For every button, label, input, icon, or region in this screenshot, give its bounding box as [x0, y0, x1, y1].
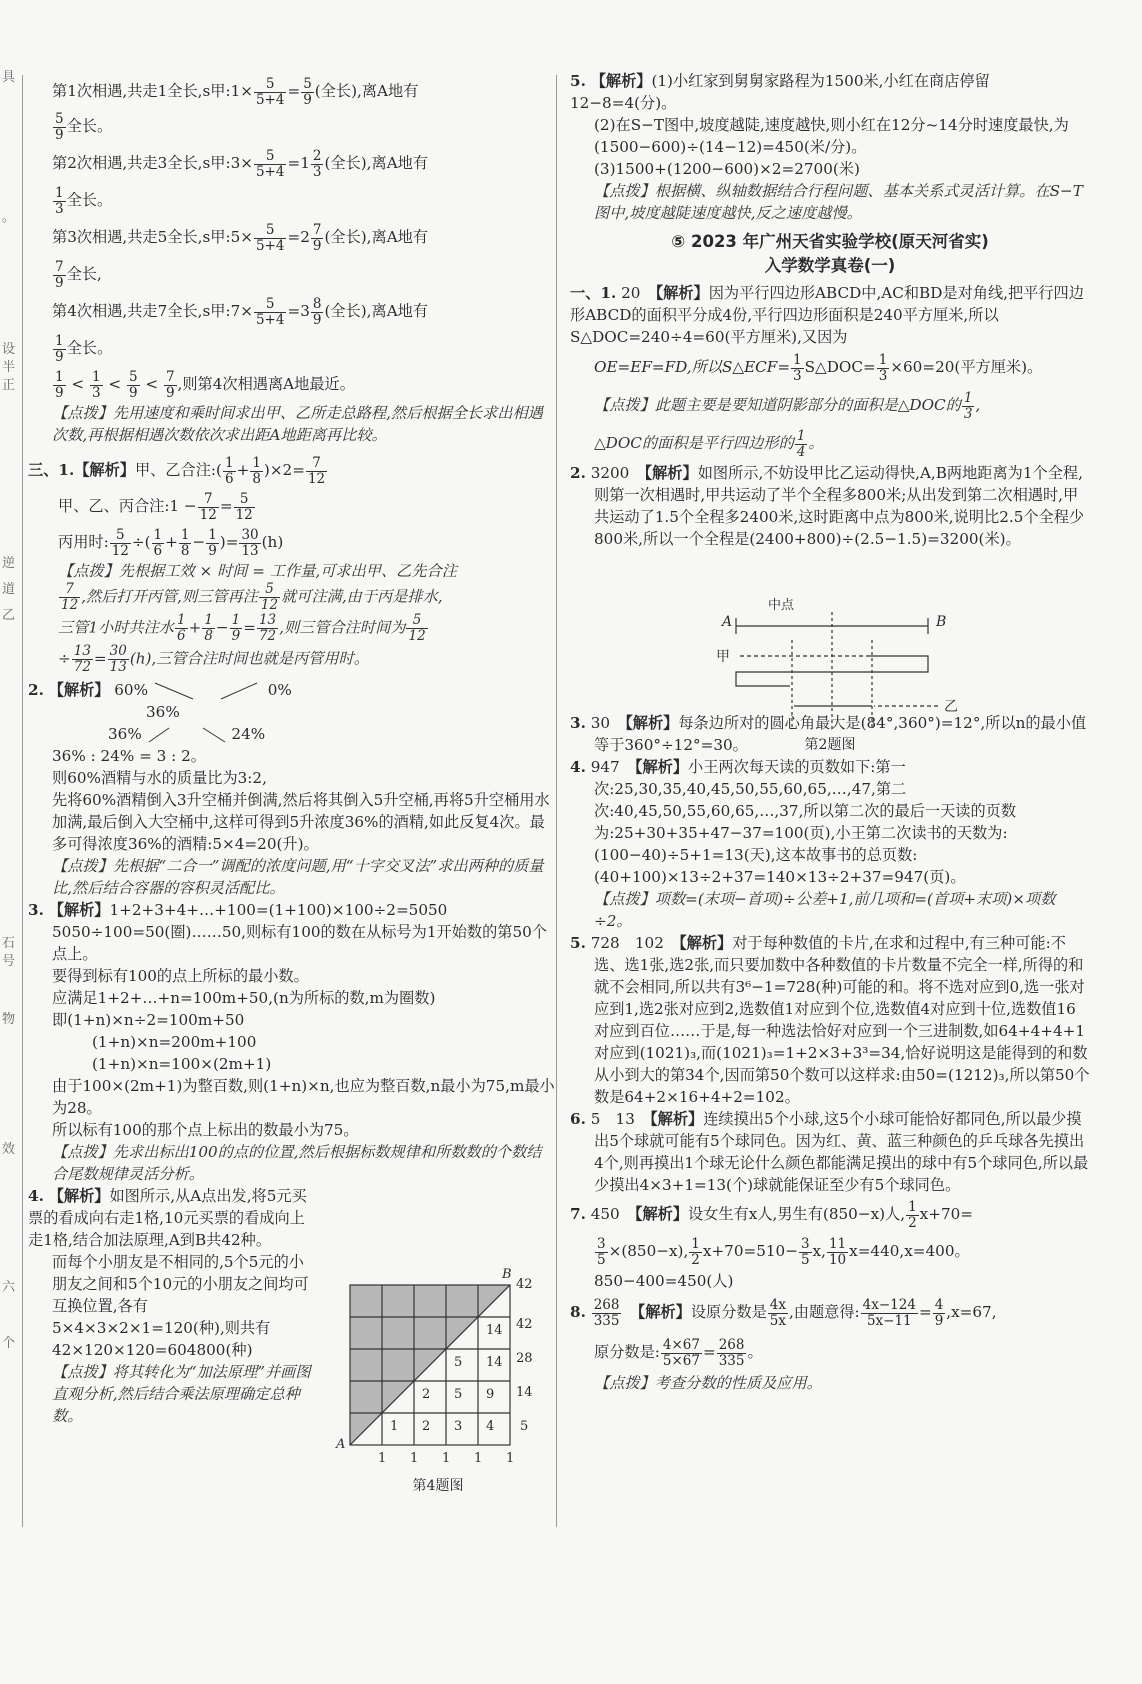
margin-char: 乙: [2, 608, 16, 623]
q-4: [28, 1185, 313, 1427]
grid-edge-value: 42: [516, 1317, 533, 1332]
section-title: [570, 230, 1090, 278]
q-2-head: 2. 【解析】 60% 0%: [28, 681, 292, 699]
a-5: 5. 728 102 【解析】对于每种数值的卡片,在求和过程中,有三种可能:不选、选1张,选2张,而只要加数中各种数值的卡片数量不完全一样,所得的和就不会相同,所以共有3⁶−1=728(种)可能的和。将不选对应到0,选一张对应到1,选2张对应到2,选数值1对应到个位,选数值4对应到十位,选数值16对应到百位……于是,每一种选法恰好对应到一个三进制数,如64+4+4+1对应到(1021)₃,而(1021)₃=1+2×3+3³=34,恰好说明这是能得到的和数从小到大的第34个,因而第50个数可以这样求:由50=(1212)₃,所以第50个数是64+2×16+4+2=102。: [570, 934, 1090, 1106]
q-s3-1-line1: 三、1.【解析】甲、乙合注:( $\frac{1}{6}$ + $\frac{1}{8}$ )×2= $\frac{7}{12}$: [28, 454, 326, 487]
a-4: [570, 756, 1090, 932]
meeting-4-distance: $\frac{1}{9}$ 全长。: [55, 332, 113, 365]
comparison-line: $\frac{1}{9}$ < $\frac{1}{3}$ < $\frac{5}{9}$ < $\frac{7}{9}$ ,则第4次相遇离A地最近。: [55, 368, 355, 401]
q-r5: [570, 70, 1090, 224]
margin-char: 效: [2, 1142, 16, 1157]
jia-label: 甲: [716, 649, 730, 665]
q-2-line: 先将60%酒精倒入3升空桶并倒满,然后将其倒入5升空桶,再将5升空桶用水加满,最后倒入大空桶中,这样可得到5升浓度36%的酒精,如此反复4次。最多可得浓度36%的酒精:5×4=20(升)。: [52, 791, 550, 853]
grid-edge-value: 1: [378, 1451, 387, 1466]
left-column: [28, 74, 556, 1427]
meeting-2: 第2次相遇,共走3全长,s甲:3× $\frac{5}{5+4}$ =1 $\frac{2}{3}$ (全长),离A地有: [52, 147, 429, 180]
cross-lines-bottom: [147, 726, 227, 744]
a-1-text: 一、1. 20 【解析】因为平行四边形ABCD中,AC和BD是对角线,把平行四边形ABCD的面积平分成4份,平行四边形面积是240平方厘米,所以S△DOC=240÷4=60(平方厘米),又因为: [570, 284, 1084, 346]
tip-q4: 【点拨】将其转化为“加法原理”并画图直观分析,然后结合乘法原理确定总种数。: [52, 1363, 311, 1425]
grid-cell-value: 2: [422, 1419, 431, 1434]
yi-label: 乙: [944, 699, 958, 715]
grid-cell-value: 9: [486, 1387, 495, 1402]
tip-a1: 【点拨】此题主要是要知道阴影部分的面积是△DOC的 $\frac{1}{3}$ , △DOC的面积是平行四边形的 $\frac{1}{4}$ 。: [594, 389, 981, 460]
point-b-label: B: [502, 1267, 512, 1282]
q-3-line: 即(1+n)×n÷2=100m+50: [52, 1011, 245, 1029]
grid-cell-value: 4: [486, 1419, 495, 1434]
grid-edge-value: 1: [474, 1451, 483, 1466]
a-8-l2: 原分数是: $\frac{4\times 67}{5\times 67}$ = $\frac{268}{335}$ 。: [594, 1336, 763, 1369]
meeting-1: 第1次相遇,共走1全长,s甲:1× $\frac{5}{5+4}$ = $\frac{5}{9}$ (全长),离A地有: [52, 75, 419, 108]
midpoint-label: 中点: [768, 598, 795, 613]
a-7-l1: 7. 450 【解析】设女生有x人,男生有(850−x)人, $\frac{1}{2}$ x+70=: [570, 1198, 974, 1231]
motion-diagram: [700, 610, 1000, 750]
q-r5-line: (2)在S−T图中,坡度越陡,速度越快,则小红在12分~14分时速度最快,为(1500−600)÷(14−12)=450(米/分)。: [594, 116, 1069, 156]
meeting-4: 第4次相遇,共走7全长,s甲:7× $\frac{5}{5+4}$ =3 $\frac{8}{9}$ (全长),离A地有: [52, 295, 429, 328]
figure-2-diagram: [700, 598, 1000, 754]
tip-a4: 【点拨】项数=(末项−首项)÷公差+1,前几项和=(首项+末项)×项数÷2。: [594, 890, 1056, 930]
q-r5-line: (3)1500+(1200−600)×2=2700(米): [594, 160, 860, 178]
a-6: 6. 5 13 【解析】连续摸出5个小球,这5个小球可能恰好都同色,所以最少摸出5个球就可能有5个球同色。因为红、黄、蓝三种颜色的乒乓球各先摸出4个,则再摸出1个球无论什么颜色都能满足摸出的球中有5个球同色,所以最少摸出4×3+1=13(个)球就能保证至少有5个球同色。: [570, 1110, 1089, 1194]
a-4-text: 4. 947 【解析】小王两次每天读的页数如下:第一次:25,30,35,40,45,50,55,60,65,…,47,第二次:40,45,50,55,60,65,…,37,所以第二次的最后一天读的页数为:25+30+35+47−37=100(页),小王第二次读书的天数为:(100−40)÷5+1=13(天),这本故事书的总页数:(40+100)×13÷2+37=140×13÷2+37=947(页)。: [570, 758, 1017, 886]
q-2-line: 36% : 24% = 3 : 2。: [52, 747, 206, 765]
q-2-line: 则60%酒精与水的质量比为3:2,: [52, 769, 267, 787]
grid-edge-value: 5: [520, 1419, 529, 1434]
grid-cell-value: 5: [454, 1355, 463, 1370]
tip-q3: 【点拨】先求出标出100的点的位置,然后根据标数规律和所数数的个数结合尾数规律灵活分析。: [52, 1143, 542, 1183]
q-4-head: 4. 【解析】如图所示,从A点出发,将5元买票的看成向右走1格,10元买票的看成向上走1格,结合加法原理,A到B共42种。: [28, 1187, 307, 1249]
margin-char: 半: [2, 360, 16, 375]
meeting-2-distance: $\frac{1}{3}$ 全长。: [55, 184, 113, 217]
grid-cell-value: 3: [454, 1419, 463, 1434]
grid-edge-value: 14: [516, 1385, 533, 1400]
margin-char: 号: [2, 954, 16, 969]
lattice-path-grid: [338, 1275, 538, 1455]
figure-2-caption: 第2题图: [804, 737, 856, 753]
grid-edge-value: 1: [410, 1451, 419, 1466]
a-1: [570, 282, 1090, 462]
tip-r5: 【点拨】根据横、纵轴数据结合行程问题、基本关系式灵活计算。在S−T图中,坡度越陡速度越快,反之速度越慢。: [594, 182, 1083, 222]
grid-cell-value: 2: [422, 1387, 431, 1402]
margin-char: 设: [2, 342, 16, 357]
q-3-line: 要得到标有100的点上所标的最小数。: [52, 967, 309, 985]
grid-cell-value: 5: [454, 1387, 463, 1402]
q-s3-1-line2: 甲、乙、丙合注:1 − $\frac{7}{12}$ = $\frac{5}{12}$: [58, 490, 253, 523]
q-2: [28, 679, 556, 899]
a-8-l1: 8. $\frac{268}{335}$ 【解析】设原分数是 $\frac{4x}{5x}$ ,由题意得: $\frac{4x-124}{5x-11}$ = $\frac{4}{9}$ ,x=67,: [570, 1296, 997, 1329]
q-3-line: (1+n)×n=200m+100: [92, 1033, 257, 1051]
q-s3-1-line3: 丙用时: $\frac{5}{12}$ ÷( $\frac{1}{6}$ + $\frac{1}{8}$ − $\frac{1}{9}$ )= $\frac{30}{13}$ (h): [58, 526, 284, 559]
point-a-label: A: [336, 1437, 346, 1452]
q-s3-1: [28, 452, 556, 675]
column-divider: [556, 75, 557, 1527]
q-2-bottom: 36% 24%: [108, 725, 266, 743]
grid-edge-value: 1: [442, 1451, 451, 1466]
meeting-3: 第3次相遇,共走5全长,s甲:5× $\frac{5}{5+4}$ =2 $\frac{7}{9}$ (全长),离A地有: [52, 221, 429, 254]
q-3-line: (1+n)×n=100×(2m+1): [92, 1055, 272, 1073]
figure-4-caption: 第4题图: [412, 1478, 464, 1494]
margin-char: 石: [2, 936, 16, 951]
a-2-text: 2. 3200 【解析】如图所示,不妨设甲比乙运动得快,A,B两地距离为1个全程,则第一次相遇时,甲共运动了半个全程多800米;从出发到第二次相遇时,甲共运动了1.5个全程多2400米,这时距离中点为800米,说明比2.5个全程少800米,所以一个全程是(2400+800)÷(2.5−1.5)=3200(米)。: [570, 464, 1085, 548]
meeting-3-distance: $\frac{7}{9}$ 全长,: [55, 258, 102, 291]
grid-edge-value: 28: [516, 1351, 533, 1366]
left-rule: [22, 75, 23, 1527]
a-7-l2: $\frac{3}{5}$ ×(850−x), $\frac{1}{2}$ x+70=510− $\frac{3}{5}$ x, $\frac{11}{10}$ x=440,x=400。: [597, 1235, 970, 1268]
q-3-line: 所以标有100的那个点上标出的数最小为75。: [52, 1121, 359, 1139]
q-3: [28, 899, 556, 1185]
section-title-line1: ⑤ 2023 年广州天省实验学校(原天河省实): [671, 232, 989, 251]
q-3-line: 由于100×(2m+1)为整百数,则(1+n)×n,也应为整百数,n最小为75,m最小为28。: [52, 1077, 555, 1117]
tip-meeting: 【点拨】先用速度和乘时间求出甲、乙所走总路程,然后根据全长求出相遇次数,再根据相遇次数依次求出距A地距离再比较。: [52, 404, 543, 444]
q-2-center: 36%: [146, 703, 180, 721]
section-title-line2: 入学数学真卷(一): [764, 256, 896, 275]
q-r5-head: 5. 【解析】(1)小红家到舅舅家路程为1500米,小红在商店停留12−8=4(分)。: [570, 72, 990, 112]
point-a-label: A: [722, 614, 733, 630]
grid-edge-value: 1: [506, 1451, 515, 1466]
figure-4-grid: [336, 1267, 538, 1494]
margin-char: 六: [2, 1280, 16, 1295]
a-8: [570, 1292, 1090, 1394]
a-7: [570, 1196, 1090, 1292]
margin-char: 具: [2, 70, 16, 85]
tip-a8: 【点拨】考查分数的性质及应用。: [594, 1374, 822, 1392]
tip-s3-1: 【点拨】先根据工效 × 时间 = 工作量,可求出甲、乙先合注 $\frac{7}{12}$ ,然后打开丙管,则三管再注 $\frac{5}{12}$ 就可注满,由于丙是排水, 三管1小时共注水 $\frac{1}{6}$ + $\frac{1}{8}$ − $\frac{1}{9}$ = $\frac{13}{72}$ ,则三管合注时间为 $\frac{5}{12}$ ÷ $\frac{13}{72}$ = $\frac{30}{13}$ (h),三管合注时间也就是丙管用时。: [58, 562, 457, 675]
cross-lines-top: [153, 681, 263, 701]
a-7-l3: 850−400=450(人): [594, 1272, 734, 1290]
margin-char: 逆: [2, 556, 16, 571]
q-3-head: 3. 【解析】1+2+3+4+…+100=(1+100)×100÷2=5050: [28, 901, 448, 919]
grid-cell-value: 1: [390, 1419, 399, 1434]
tip-q2: 【点拨】先根据“二合一”调配的浓度问题,用“十字交叉法”求出两种的质量比,然后结合容器的容积灵活配比。: [52, 857, 544, 897]
grid-edge-value: 42: [516, 1277, 533, 1292]
grid-cell-value: 14: [486, 1323, 503, 1338]
meeting-1-distance: $\frac{5}{9}$ 全长。: [55, 110, 113, 143]
margin-char: 。: [2, 210, 16, 225]
q-3-line: 应满足1+2+…+n=100m+50,(n为所标的数,m为圈数): [52, 989, 436, 1007]
q-3-line: 5050÷100=50(圈)……50,则标有100的数在从标号为1开始数的第50个点上。: [52, 923, 547, 963]
margin-char: 物: [2, 1012, 16, 1027]
a-1-eq: OE=EF=FD,所以S△ECF= $\frac{1}{3}$ S△DOC= $\frac{1}{3}$ ×60=20(平方厘米)。: [594, 351, 1043, 384]
q-4-line: 而每个小朋友是不相同的,5个5元的小朋友之间和5个10元的小朋友之间均可互换位置,各有5×4×3×2×1=120(种),则共有42×120×120=604800(种): [52, 1253, 309, 1359]
margin-char: 个: [2, 1336, 16, 1351]
margin-char: 道: [2, 582, 16, 597]
grid-cell-value: 14: [486, 1355, 503, 1370]
a-3: 3. 30 【解析】每条边所对的圆心角最大是(84°,360°)=12°,所以n的最小值等于360°÷12°=30。: [570, 714, 1087, 754]
point-b-label: B: [936, 614, 947, 630]
meeting-block: [28, 74, 556, 446]
margin-char: 正: [2, 378, 16, 393]
